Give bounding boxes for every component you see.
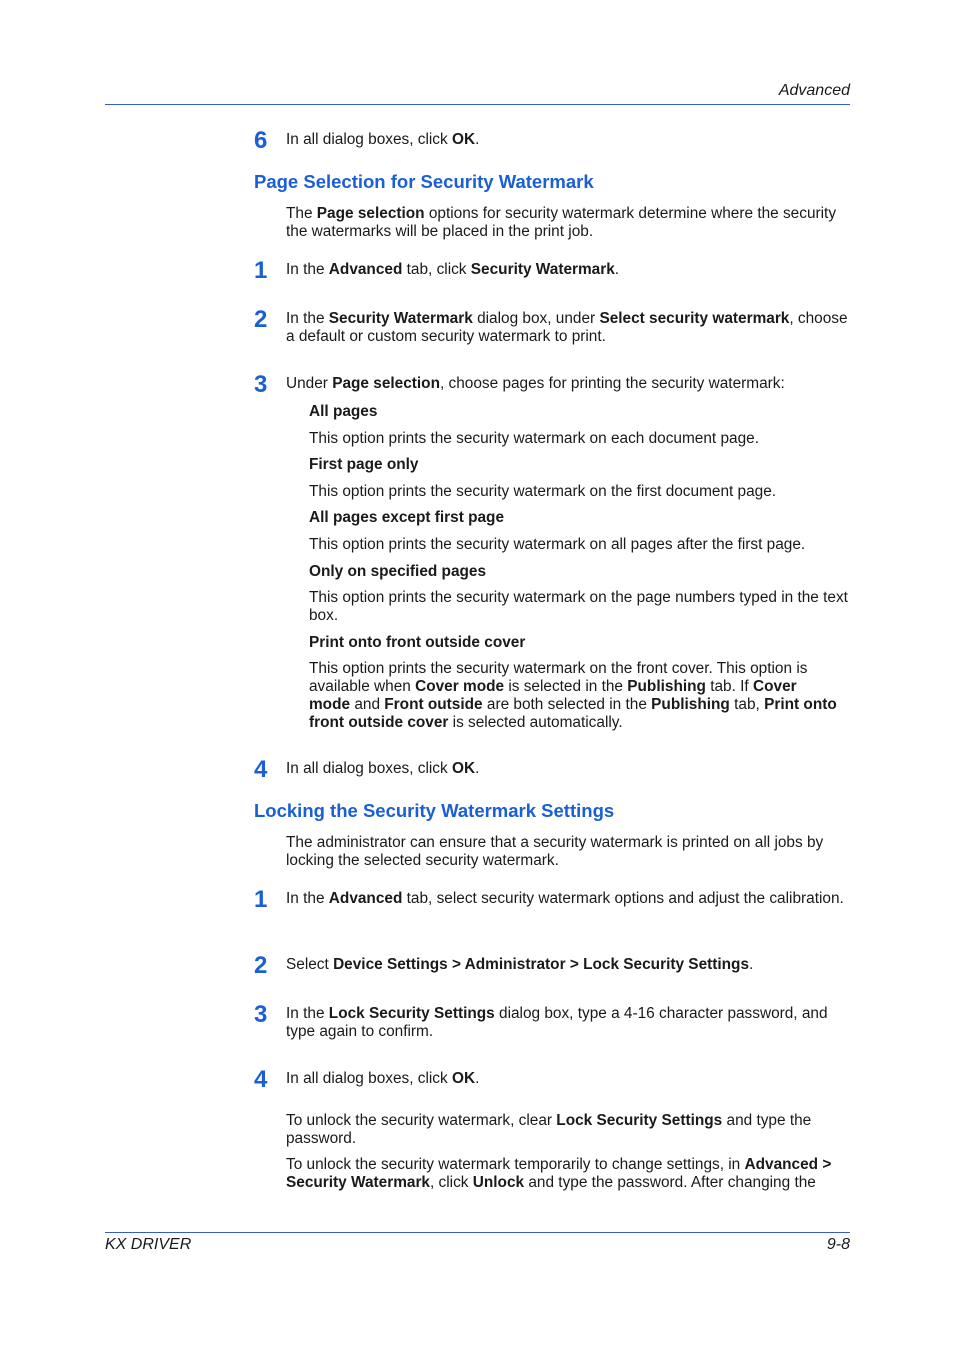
bold-run: Lock Security Settings — [328, 1005, 495, 1022]
step-number: 3 — [254, 1001, 268, 1028]
text-run: , choose pages for printing the security watermark: — [439, 375, 785, 392]
text-run: and — [350, 696, 385, 713]
text-run: In the — [286, 310, 329, 327]
text-run: is selected automatically. — [448, 714, 623, 731]
step-number: 1 — [254, 886, 268, 913]
option-label-front-cover: Print onto front outside cover — [309, 634, 526, 651]
step-text — [286, 890, 851, 908]
text-run: This option prints the security watermark on the front cover. This option is available when — [309, 660, 808, 695]
option-label-first-page-only: First page only — [309, 456, 419, 473]
section-heading-page-selection: Page Selection for Security Watermark — [254, 171, 594, 192]
text-run: In all dialog boxes, click — [286, 131, 452, 148]
step-text — [286, 261, 851, 279]
step-number: 4 — [254, 756, 268, 783]
text-run: Under — [286, 375, 333, 392]
text-run: tab, click — [402, 261, 471, 278]
running-header-title: Advanced — [778, 82, 850, 99]
bold-run: Security Watermark — [328, 310, 473, 327]
bold-run: OK — [451, 1070, 476, 1087]
header-rule — [105, 104, 850, 105]
text-run: In all dialog boxes, click — [286, 760, 452, 777]
text-run: . — [475, 760, 480, 777]
text-run: tab, — [729, 696, 765, 713]
option-description: This option prints the security watermark on the first document page. — [309, 483, 777, 500]
bold-run: Page selection — [316, 205, 425, 222]
bold-run: Select security watermark — [599, 310, 790, 327]
text-run: In the — [286, 1005, 329, 1022]
bold-run: Page selection — [332, 375, 440, 392]
option-description: This option prints the security watermark on each document page. — [309, 430, 759, 447]
text-run: . — [614, 261, 620, 278]
bold-run: Unlock — [472, 1174, 525, 1191]
footer-rule — [105, 1232, 850, 1233]
section-paragraph: The administrator can ensure that a security watermark is printed on all jobs by locking the selected security watermark. — [286, 834, 824, 869]
text-run: In the — [286, 261, 329, 278]
option-description: This option prints the security watermark on all pages after the first page. — [309, 536, 806, 553]
step-text — [286, 375, 851, 393]
text-run: . — [749, 956, 754, 973]
bold-run: Front outside — [384, 696, 483, 713]
step-number: 4 — [254, 1066, 268, 1093]
step-number: 2 — [254, 306, 268, 333]
step-text — [286, 310, 851, 346]
text-run: In the — [286, 890, 329, 907]
text-run: are both selected in the — [482, 696, 652, 713]
step-text — [286, 760, 851, 778]
option-label-all-except-first: All pages except first page — [309, 509, 505, 526]
text-run: and type the password. After changing the — [524, 1174, 816, 1191]
step-number: 2 — [254, 952, 268, 979]
text-run: To unlock the security watermark, clear — [286, 1112, 557, 1129]
bold-run: Advanced — [328, 261, 403, 278]
step-number: 1 — [254, 257, 268, 284]
text-run: is selected in the — [504, 678, 628, 695]
bold-run: Publishing — [627, 678, 706, 695]
text-run: , click — [430, 1174, 473, 1191]
bold-run: Publishing — [651, 696, 730, 713]
step-number: 6 — [254, 127, 268, 154]
text-run: . — [475, 1070, 480, 1087]
option-description: This option prints the security watermark on the page numbers typed in the text box. — [309, 589, 848, 624]
text-run: and type the password. — [286, 1112, 812, 1147]
option-label-all-pages: All pages — [309, 403, 378, 420]
bold-run: Cover mode — [309, 678, 797, 713]
bold-run: Print onto front outside cover — [309, 696, 837, 731]
text-run: dialog box, type a 4-16 character password, and type again to confirm. — [286, 1005, 828, 1040]
bold-run: Advanced > Security Watermark — [286, 1156, 832, 1191]
text-run: Select — [286, 956, 334, 973]
step-text — [286, 956, 851, 974]
step-number: 3 — [254, 371, 268, 398]
text-run: tab, select security watermark options and adjust the calibration. — [402, 890, 844, 907]
text-run: . — [475, 131, 480, 148]
option-label-specified-pages: Only on specified pages — [309, 563, 487, 580]
text-run: , choose a default or custom security watermark to print. — [286, 310, 848, 345]
step-text — [286, 131, 851, 149]
text-run: The — [286, 205, 317, 222]
footer-product-name: KX DRIVER — [105, 1236, 192, 1253]
bold-run: Advanced — [328, 890, 403, 907]
bold-run: Device Settings > Administrator > Lock Security Settings — [333, 956, 750, 973]
section-paragraph — [286, 205, 851, 241]
step-text — [286, 1070, 851, 1088]
option-description-front-cover — [309, 660, 839, 732]
bold-run: OK — [451, 131, 476, 148]
bold-run: OK — [451, 760, 476, 777]
bold-run: Cover mode — [415, 678, 505, 695]
bold-run: Security Watermark — [470, 261, 615, 278]
note-paragraph — [286, 1112, 851, 1148]
text-run: To unlock the security watermark temporarily to change settings, in — [286, 1156, 745, 1173]
text-run: tab. If — [705, 678, 753, 695]
text-run: options for security watermark determine where the security the watermarks will be placed in the print job. — [286, 205, 837, 240]
text-run: dialog box, under — [472, 310, 600, 327]
bold-run: Lock Security Settings — [556, 1112, 723, 1129]
footer-page-number: 9-8 — [826, 1236, 850, 1253]
section-heading-locking: Locking the Security Watermark Settings — [254, 800, 615, 821]
note-paragraph — [286, 1156, 851, 1192]
text-run: In all dialog boxes, click — [286, 1070, 452, 1087]
step-text — [286, 1005, 851, 1041]
